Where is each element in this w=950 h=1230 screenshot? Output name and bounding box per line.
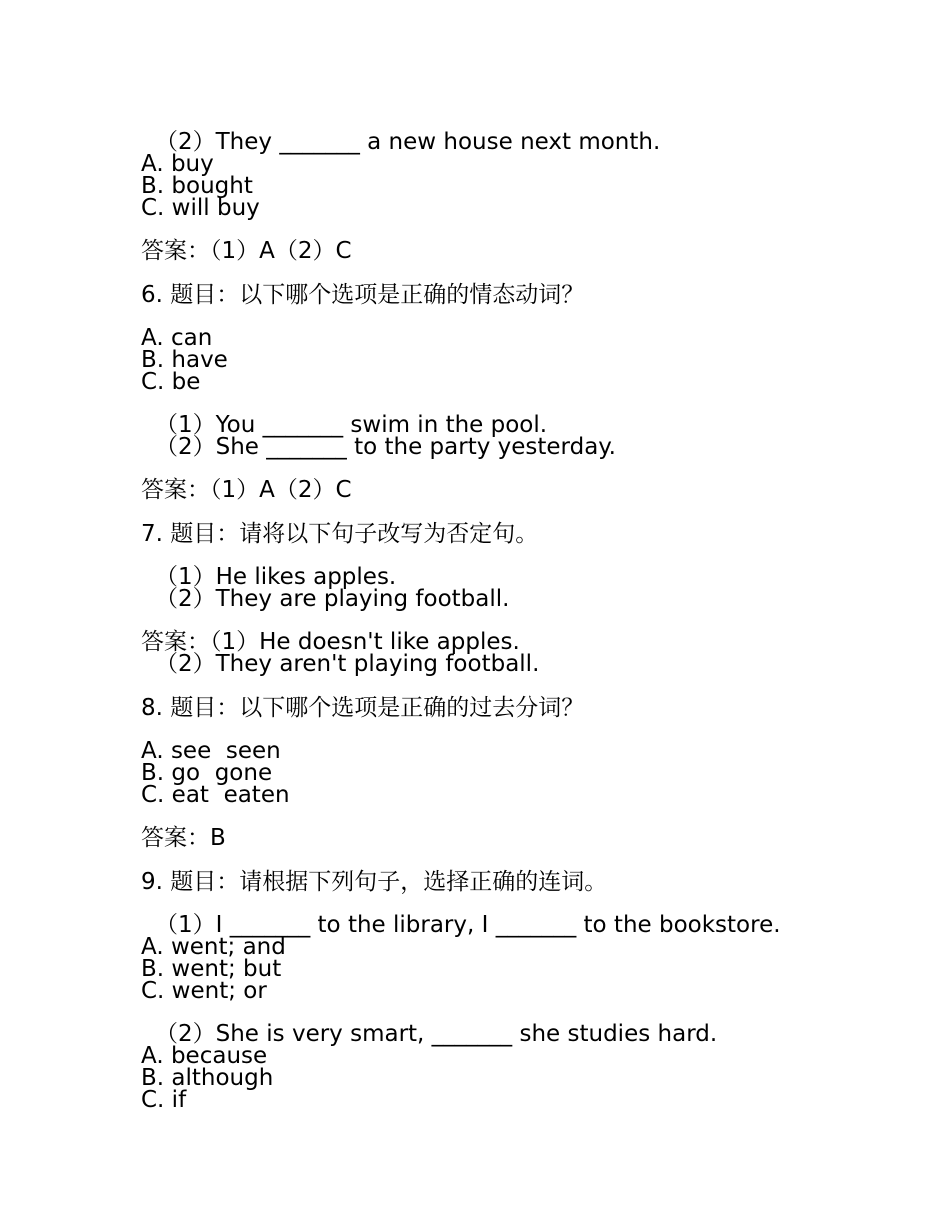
q9-sub2-option-c: C. if bbox=[141, 1087, 187, 1113]
q7-answer-line2: （2）They aren't playing football. bbox=[155, 651, 540, 677]
q8-title: 8. 题目：以下哪个选项是正确的过去分词？ bbox=[141, 695, 585, 721]
q7-title: 7. 题目：请将以下句子改写为否定句。 bbox=[141, 521, 539, 547]
q7-sub1: （1）He likes apples. bbox=[155, 564, 397, 590]
q9-sub1-option-a: A. went; and bbox=[141, 934, 286, 960]
q6-sub1: （1）You _______ swim in the pool. bbox=[155, 412, 548, 438]
q8-option-a: A. see seen bbox=[141, 738, 281, 764]
q9-sub1-option-c: C. went; or bbox=[141, 978, 267, 1004]
q8-option-c: C. eat eaten bbox=[141, 782, 290, 808]
q9-sub1-question: （1）I _______ to the library, I _______ to the bookstore. bbox=[155, 912, 781, 938]
q9-sub2-question: （2）She is very smart, _______ she studies hard. bbox=[155, 1021, 718, 1047]
q6-option-b: B. have bbox=[141, 347, 228, 373]
q8-answer: 答案：B bbox=[141, 825, 226, 851]
q6-sub2: （2）She _______ to the party yesterday. bbox=[155, 434, 616, 460]
q6-option-a: A. can bbox=[141, 325, 213, 351]
q5-sub2-option-b: B. bought bbox=[141, 173, 253, 199]
q7-sub2: （2）They are playing football. bbox=[155, 586, 510, 612]
q6-answer: 答案：（1）A（2）C bbox=[141, 477, 352, 503]
q6-option-c: C. be bbox=[141, 369, 201, 395]
q9-sub2-option-b: B. although bbox=[141, 1065, 274, 1091]
q6-title: 6. 题目：以下哪个选项是正确的情态动词？ bbox=[141, 282, 585, 308]
q8-option-b: B. go gone bbox=[141, 760, 273, 786]
q7-answer-line1: 答案：（1）He doesn't like apples. bbox=[141, 629, 520, 655]
q5-sub2-option-c: C. will buy bbox=[141, 195, 260, 221]
q9-title: 9. 题目：请根据下列句子，选择正确的连词。 bbox=[141, 869, 608, 895]
q9-sub1-option-b: B. went; but bbox=[141, 956, 282, 982]
q5-sub2-option-a: A. buy bbox=[141, 151, 214, 177]
q9-sub2-option-a: A. because bbox=[141, 1043, 268, 1069]
q5-sub2-question: （2）They _______ a new house next month. bbox=[155, 129, 661, 155]
q5-answer: 答案：（1）A（2）C bbox=[141, 238, 352, 264]
